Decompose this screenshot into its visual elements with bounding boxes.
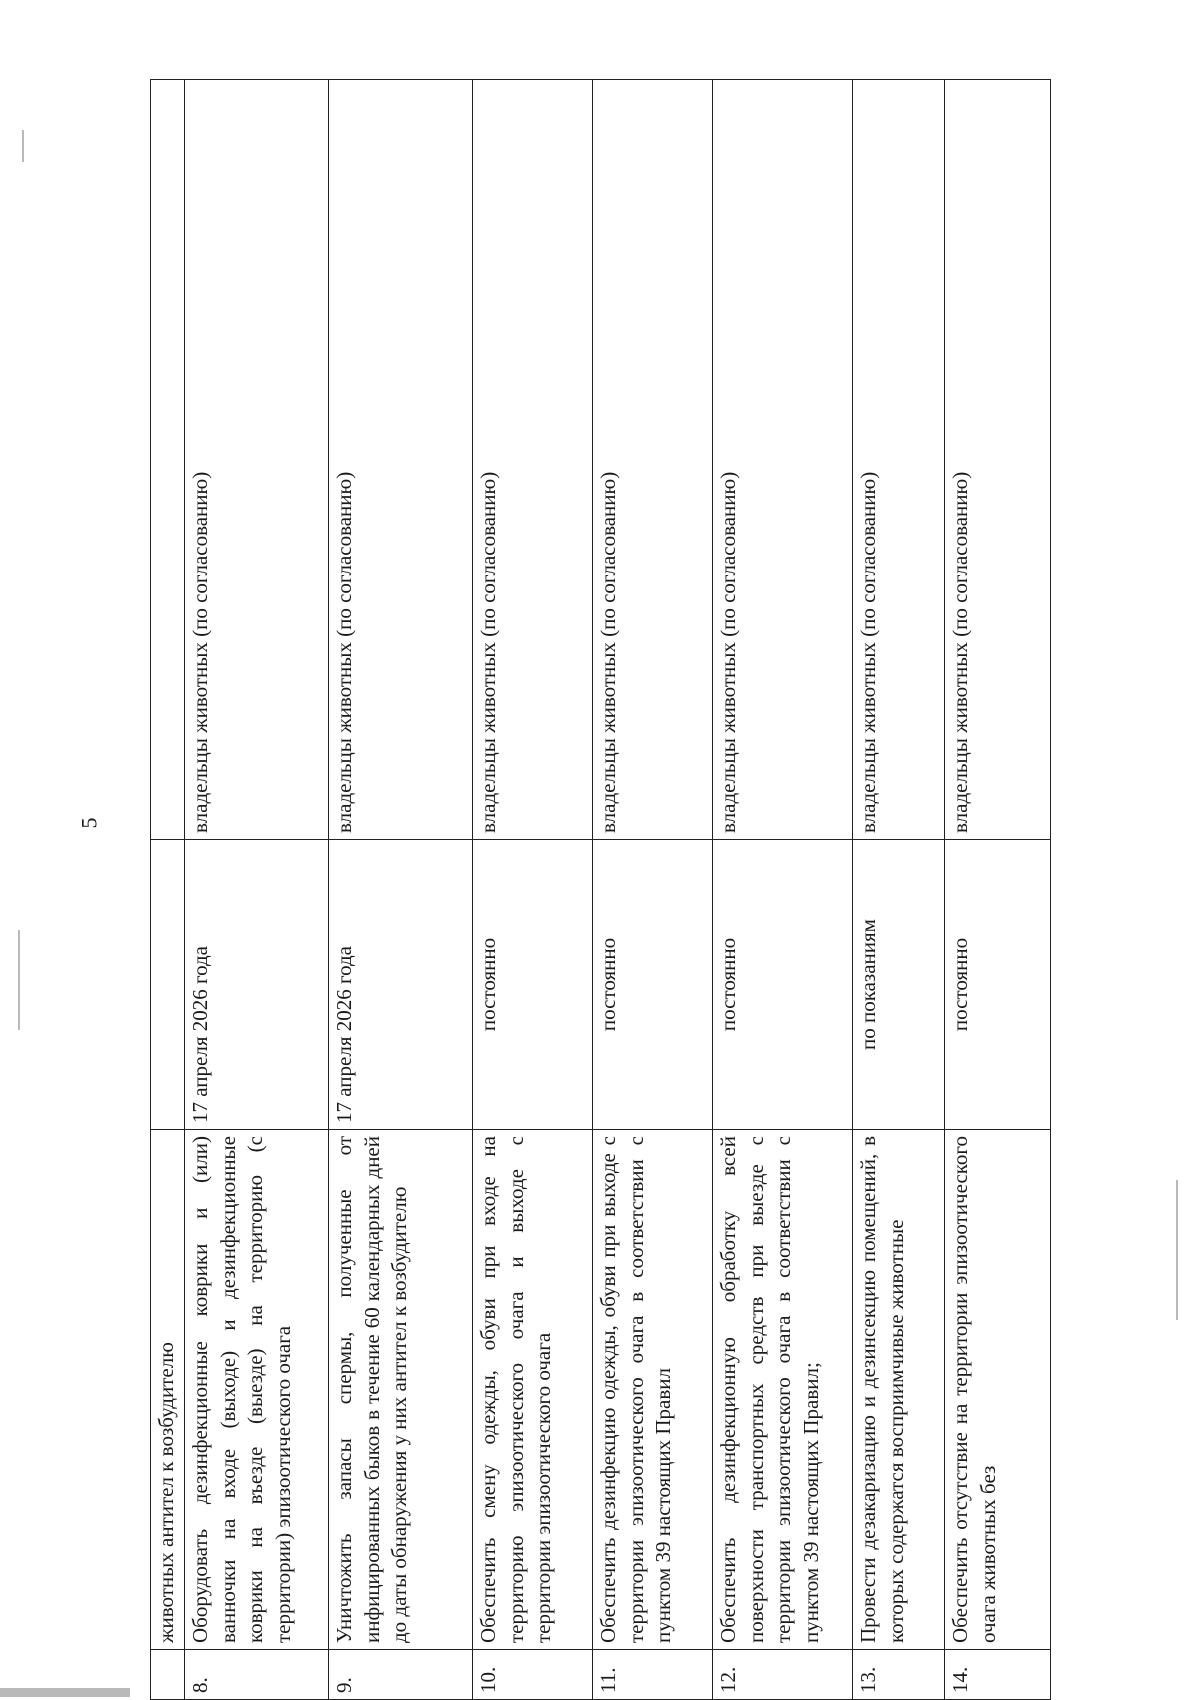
measure-text: Оборудовать дезинфекционные коврики и (или) ванночки на входе (выходе) и дезинфекционные коврики на въезде (выезде) на территорию (с территории) эпизоотического очага: [185, 1130, 329, 1650]
deadline: постоянно: [713, 840, 853, 1130]
table-row: [853, 80, 945, 1700]
responsible: владельцы животных (по согласованию): [853, 80, 945, 840]
table-row: [185, 80, 329, 1700]
row-number: 12.: [713, 1650, 853, 1700]
page-number: 5: [76, 817, 102, 829]
measure-text: Обеспечить смену одежды, обуви при входе на территорию эпизоотического очага и выходе с территории эпизоотического очага: [473, 1130, 593, 1650]
measure-text: Провести дезакаризацию и дезинсекцию помещений, в которых содержатся восприимчивые животные: [853, 1130, 945, 1650]
scan-artifact: [1176, 1180, 1178, 1320]
table-row: [329, 80, 473, 1700]
deadline: 17 апреля 2026 года: [329, 840, 473, 1130]
deadline: по показаниям: [853, 840, 945, 1130]
measures-table: [150, 79, 1051, 1700]
deadline: 17 апреля 2026 года: [185, 840, 329, 1130]
scan-artifact: [0, 1688, 130, 1697]
row-number: 9.: [329, 1650, 473, 1700]
row-number: 14.: [945, 1650, 1051, 1700]
deadline: [151, 840, 185, 1130]
row-number: 13.: [853, 1650, 945, 1700]
deadline: постоянно: [945, 840, 1051, 1130]
responsible: владельцы животных (по согласованию): [945, 80, 1051, 840]
table-row: [945, 80, 1051, 1700]
deadline: постоянно: [473, 840, 593, 1130]
table-row: [473, 80, 593, 1700]
responsible: владельцы животных (по согласованию): [329, 80, 473, 840]
scan-artifact: [22, 130, 24, 162]
table-row: [593, 80, 713, 1700]
responsible: владельцы животных (по согласованию): [593, 80, 713, 840]
measure-text: Уничтожить запасы спермы, полученные от инфицированных быков в течение 60 календарных дней до даты обнаружения у них антител к возбудителю: [329, 1130, 473, 1650]
measure-text: Обеспечить дезинфекционную обработку всей поверхности транспортных средств при выезде с территории эпизоотического очага в соответствии с пунктом 39 настоящих Правил;: [713, 1130, 853, 1650]
measure-text: животных антител к возбудителю: [151, 1130, 185, 1650]
responsible: владельцы животных (по согласованию): [185, 80, 329, 840]
scan-artifact: [18, 930, 20, 1030]
measure-text: Обеспечить отсутствие на территории эпизоотического очага животных без: [945, 1130, 1051, 1650]
row-number: 11.: [593, 1650, 713, 1700]
deadline: постоянно: [593, 840, 713, 1130]
table-row: [713, 80, 853, 1700]
responsible: владельцы животных (по согласованию): [713, 80, 853, 840]
responsible: владельцы животных (по согласованию): [473, 80, 593, 840]
measure-text: Обеспечить дезинфекцию одежды, обуви при выходе с территории эпизоотического очага в соответствии с пунктом 39 настоящих Правил: [593, 1130, 713, 1650]
row-number: [151, 1650, 185, 1700]
responsible: [151, 80, 185, 840]
row-number: 10.: [473, 1650, 593, 1700]
row-number: 8.: [185, 1650, 329, 1700]
table-row: [151, 80, 185, 1700]
rotated-table-container: [150, 80, 1050, 1700]
